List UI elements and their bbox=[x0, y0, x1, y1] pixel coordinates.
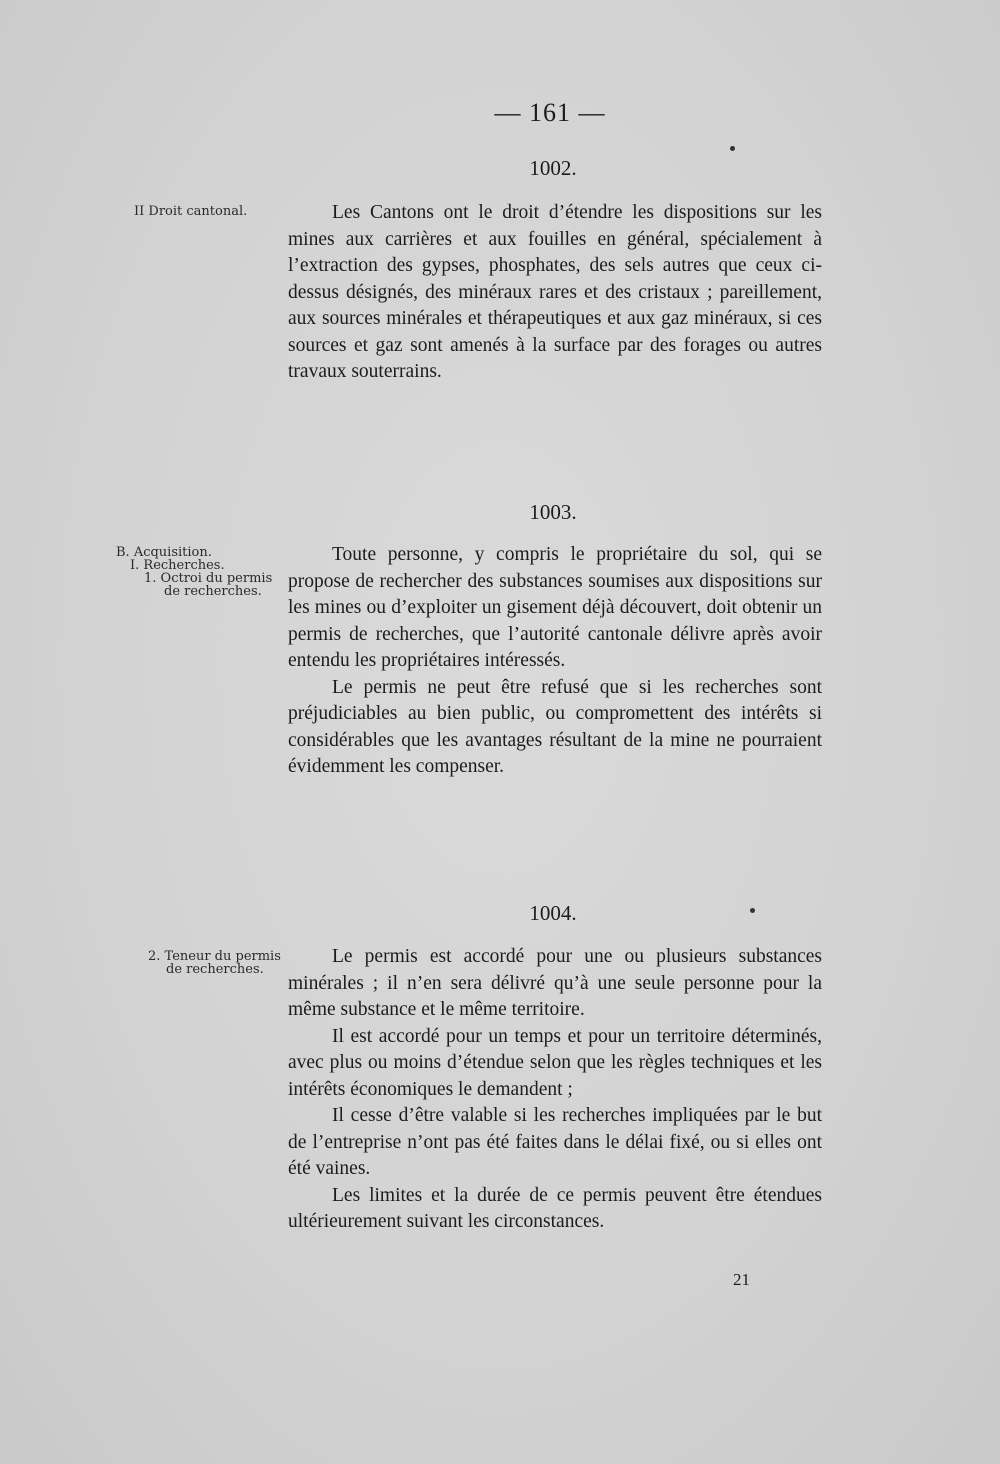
margin-note-line: B. Acquisition. bbox=[116, 545, 212, 560]
paragraph: Les Cantons ont le droit d’étendre les dispositions sur les mines aux carrières et aux fouilles en général, spécialement à l’extraction des gypses, phosphates, des sels autres que ceux ci-dessus désignés, des minéraux rares et des cristaux ; pareillement, aux sources minérales et thérapeutiques et aux gaz minéraux, si ces sources et gaz sont amenés à la surface par des forages ou autres travaux souterrains. bbox=[288, 202, 822, 382]
article-text-1003 bbox=[288, 542, 822, 781]
article-text-1004 bbox=[288, 944, 822, 1236]
article-number-1002: 1002. bbox=[529, 156, 577, 180]
margin-note-line: I. Recherches. bbox=[130, 558, 225, 573]
signature-mark: 21 bbox=[733, 1270, 750, 1289]
margin-note-1003 bbox=[116, 546, 272, 598]
article-number-1004: 1004. bbox=[529, 901, 577, 925]
ink-speck bbox=[730, 146, 735, 151]
paragraph: Il est accordé pour un temps et pour un territoire déterminés, avec plus ou moins d’étendue selon que les règles techniques et les intérêts économiques le demandent ; bbox=[288, 1025, 822, 1100]
ink-speck bbox=[750, 908, 755, 913]
margin-note-line: de recherches. bbox=[164, 584, 262, 599]
margin-note-1004 bbox=[148, 950, 281, 976]
margin-note-line: 2. Teneur du permis bbox=[148, 949, 281, 964]
margin-note-line: II Droit cantonal. bbox=[134, 204, 248, 219]
paragraph: Le permis ne peut être refusé que si les recherches sont préjudiciables au bien public, ou compromettent des intérêts si considérables que les avantages résultant de la mine ne pourraient évidemment les compenser. bbox=[288, 676, 822, 777]
page-number: — 161 — bbox=[494, 98, 606, 127]
paragraph: Le permis est accordé pour une ou plusieurs substances minérales ; il n’en sera délivré qu’à une seule personne pour la même substance et le même territoire. bbox=[288, 946, 822, 1020]
article-text-1002 bbox=[288, 200, 822, 386]
margin-note-line: de recherches. bbox=[166, 962, 264, 977]
margin-note-line: 1. Octroi du permis bbox=[144, 571, 273, 586]
paragraph: Il cesse d’être valable si les recherches impliquées par le but de l’entreprise n’ont pas été faites dans le délai fixé, ou si elles ont été vaines. bbox=[288, 1105, 822, 1179]
paragraph: Les limites et la durée de ce permis peuvent être étendues ultérieurement suivant les circonstances. bbox=[288, 1184, 822, 1232]
article-number-1003: 1003. bbox=[529, 500, 577, 524]
paragraph: Toute personne, y compris le propriétaire du sol, qui se propose de rechercher des substances soumises aux dispositions sur les mines ou d’exploiter un gisement déjà découvert, doit obtenir un permis de recherches, que l’autorité cantonale délivre après avoir entendu les propriétaires intéressés. bbox=[288, 544, 822, 671]
margin-note-1002 bbox=[134, 205, 247, 218]
